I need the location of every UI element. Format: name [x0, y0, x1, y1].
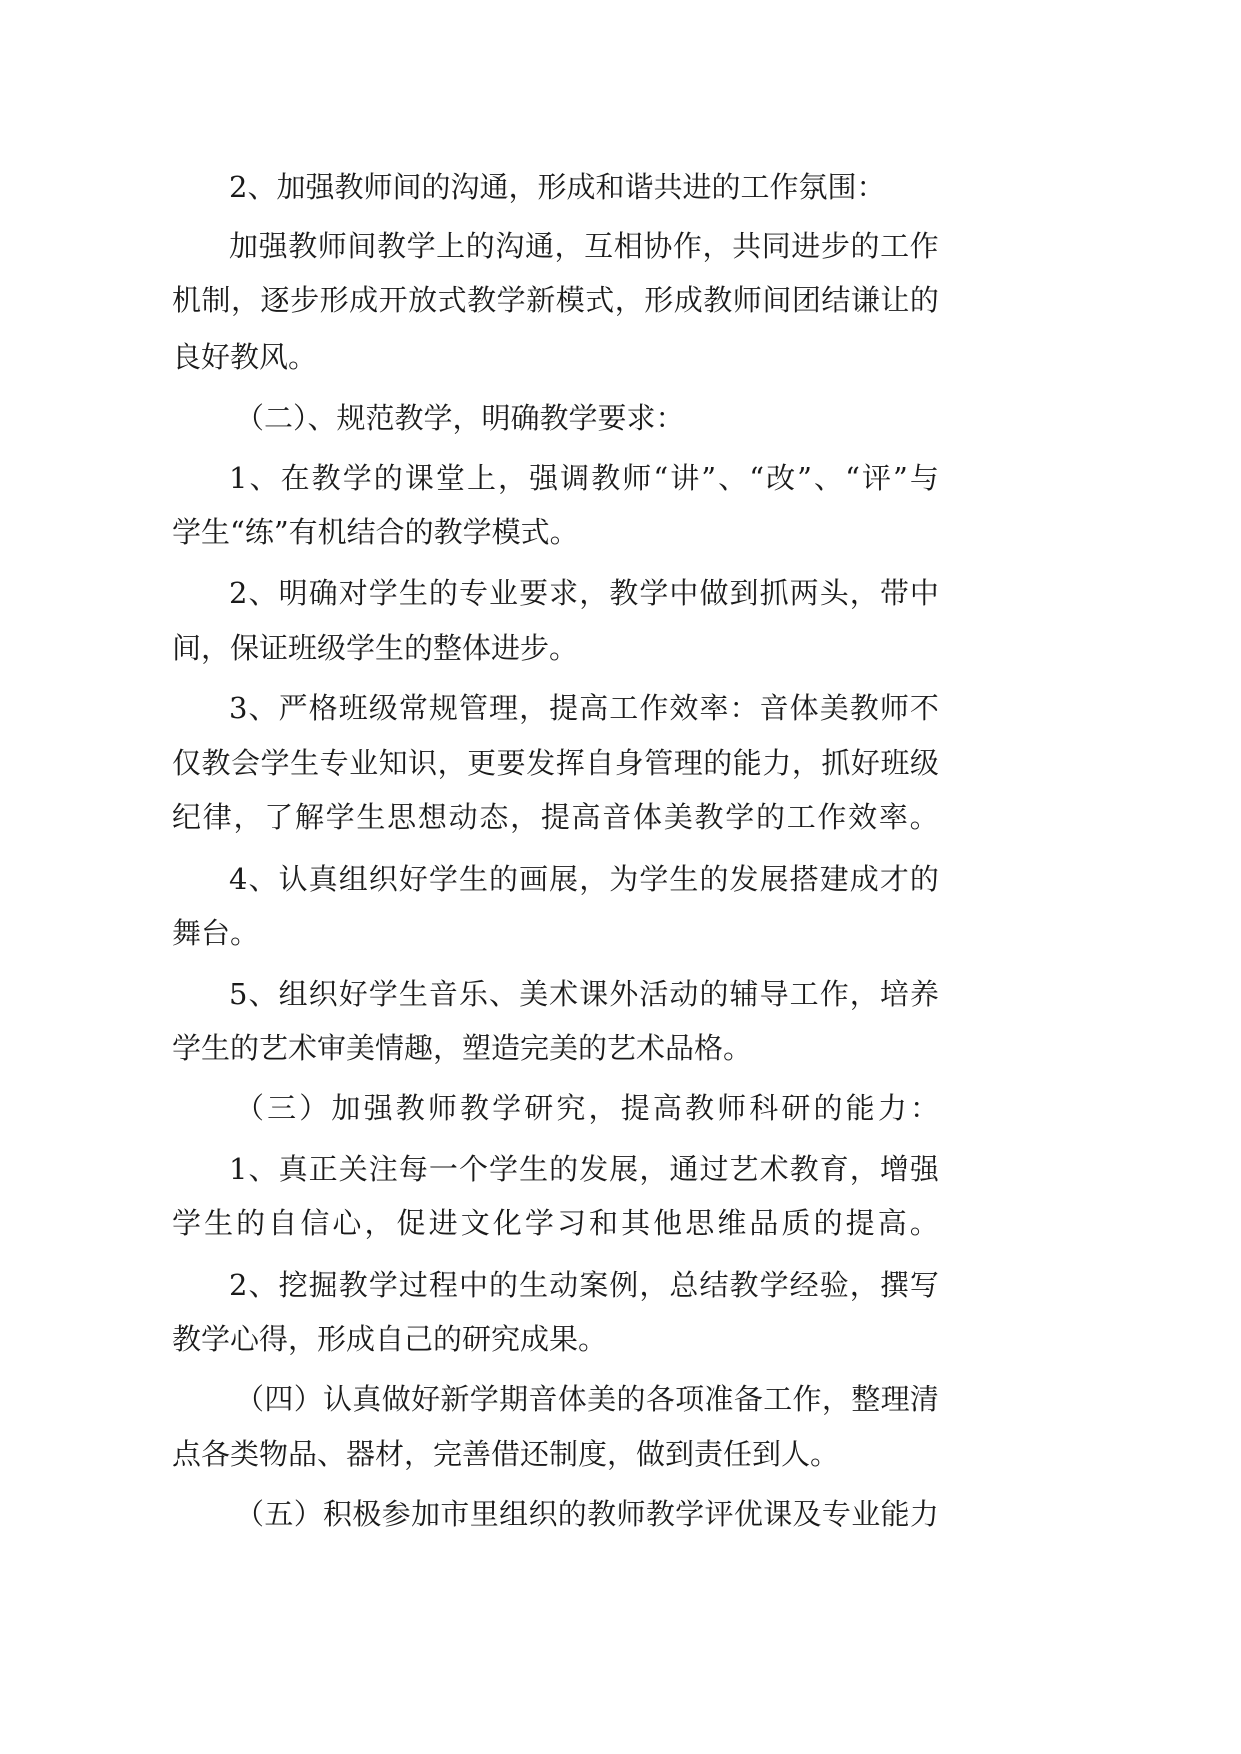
- text-line: （二）、规范教学，明确教学要求：: [235, 401, 685, 435]
- text-line: 5 、 组 织 好 学 生 音 乐 、 美 术 课 外 活 动 的 辅 导 工 作 ， 培 养: [229, 977, 939, 1011]
- text-line: （ 三 ） 加 强 教 师 教 学 研 究 ， 提 高 教 师 科 研 的 能 力 ：: [235, 1091, 939, 1125]
- text-line: 1 、 在 教 学 的 课 堂 上 ， 强 调 教 师 “ 讲 ” 、 “ 改 ” 、 “ 评 ” 与: [229, 461, 939, 495]
- text-line: 学 生 的 自 信 心 ， 促 进 文 化 学 习 和 其 他 思 维 品 质 的 提 高 。: [172, 1206, 939, 1240]
- text-line: 舞台。: [172, 916, 260, 950]
- text-line: 1 、 真 正 关 注 每 一 个 学 生 的 发 展 ， 通 过 艺 术 教 育 ， 增 强: [229, 1152, 939, 1186]
- text-line: 2 、 挖 掘 教 学 过 程 中 的 生 动 案 例 ， 总 结 教 学 经 验 ， 撰 写: [229, 1268, 939, 1302]
- text-line: 间，保证班级学生的整体进步。: [172, 631, 579, 665]
- text-line: 加 强 教 师 间 教 学 上 的 沟 通 ， 互 相 协 作 ， 共 同 进 步 的 工 作: [229, 229, 939, 263]
- text-line: 2 、 明 确 对 学 生 的 专 业 要 求 ， 教 学 中 做 到 抓 两 头 ， 带 中: [229, 576, 939, 610]
- text-line: 学生的艺术审美情趣，塑造完美的艺术品格。: [172, 1031, 753, 1065]
- text-line: （ 四 ） 认 真 做 好 新 学 期 音 体 美 的 各 项 准 备 工 作 ， 整 理 清: [235, 1382, 939, 1416]
- text-line: 点各类物品、器材，完善借还制度，做到责任到人。: [172, 1437, 840, 1471]
- text-line: 4 、 认 真 组 织 好 学 生 的 画 展 ， 为 学 生 的 发 展 搭 建 成 才 的: [229, 862, 939, 896]
- text-line: 3 、 严 格 班 级 常 规 管 理 ， 提 高 工 作 效 率 ： 音 体 美 教 师 不: [229, 691, 939, 725]
- text-line: 纪 律 ， 了 解 学 生 思 想 动 态 ， 提 高 音 体 美 教 学 的 工 作 效 率 。: [172, 800, 939, 834]
- text-line: 机 制 ， 逐 步 形 成 开 放 式 教 学 新 模 式 ， 形 成 教 师 间 团 结 谦 让 的: [172, 283, 939, 317]
- text-line: 仅 教 会 学 生 专 业 知 识 ， 更 要 发 挥 自 身 管 理 的 能 力 ， 抓 好 班 级: [172, 746, 939, 780]
- text-line: 2、加强教师间的沟通，形成和谐共进的工作氛围：: [229, 170, 886, 204]
- text-line: 良好教风。: [172, 340, 318, 374]
- text-line: 学生“练”有机结合的教学模式。: [172, 515, 579, 549]
- text-line: （ 五 ） 积 极 参 加 市 里 组 织 的 教 师 教 学 评 优 课 及 专 业 能 力: [235, 1497, 939, 1531]
- text-line: 教学心得，形成自己的研究成果。: [172, 1322, 608, 1356]
